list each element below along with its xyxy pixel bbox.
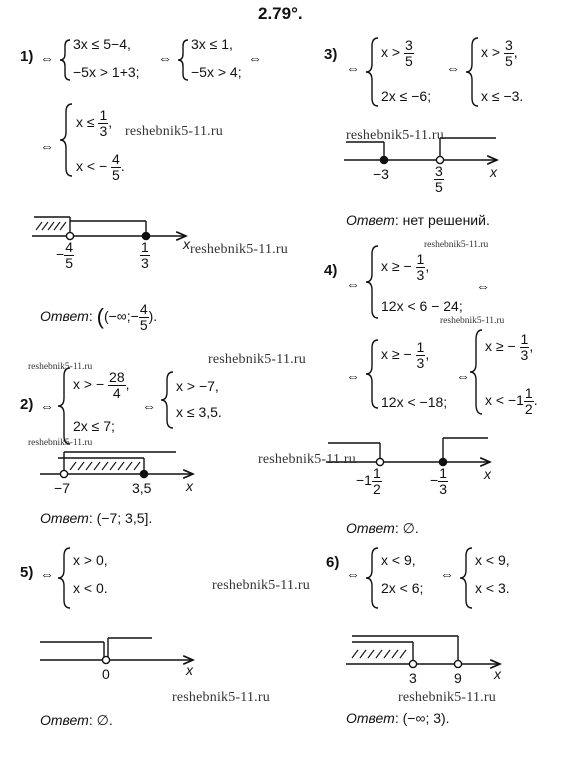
tick-label xyxy=(140,240,150,270)
row-text: x < −1 xyxy=(485,391,524,408)
brace xyxy=(178,40,188,80)
brace xyxy=(366,38,378,106)
minus-sign: − xyxy=(56,245,65,262)
denominator: 2 xyxy=(372,480,381,497)
answer xyxy=(40,712,113,729)
system-row: x < 9, xyxy=(475,552,510,568)
denominator: 3 xyxy=(99,122,108,139)
fraction xyxy=(520,332,530,362)
brace xyxy=(58,368,70,444)
brace xyxy=(366,340,378,408)
iff-symbol: ⇔ xyxy=(158,50,172,66)
tick-label xyxy=(430,466,448,496)
row-text: x ≤ xyxy=(76,113,95,130)
brace xyxy=(466,38,478,106)
brace xyxy=(60,104,72,176)
fraction xyxy=(111,152,121,182)
numerator: 1 xyxy=(141,239,149,255)
answer-label: Ответ xyxy=(40,307,89,324)
answer-text: : нет решений. xyxy=(394,212,490,228)
fraction xyxy=(434,164,444,194)
watermark: reshebnik5-11.ru xyxy=(208,352,306,367)
iff-symbol: ⇔ xyxy=(40,138,54,154)
answer-text: ). xyxy=(148,307,158,324)
row-text: x > xyxy=(481,43,501,60)
numerator: 1 xyxy=(439,465,447,481)
denominator: 5 xyxy=(112,166,120,183)
answer xyxy=(346,710,450,726)
tick-text: −1 xyxy=(356,471,372,488)
tick-label: 9 xyxy=(454,670,462,686)
axis-label: x xyxy=(494,666,501,682)
brace xyxy=(470,330,482,414)
fraction xyxy=(372,466,382,496)
answer-text: : ∅. xyxy=(88,712,113,728)
numerator: 1 xyxy=(99,107,108,123)
problem-number: 4) xyxy=(324,262,338,279)
problem-number: 5) xyxy=(20,564,34,581)
fraction xyxy=(416,340,426,370)
watermark: reshebnik5-11.ru xyxy=(212,578,310,593)
axis-label: x xyxy=(490,164,497,180)
iff-symbol: ⇔ xyxy=(346,566,360,582)
denominator: 2 xyxy=(524,400,533,417)
denominator: 5 xyxy=(139,316,148,333)
fraction xyxy=(139,302,149,332)
system-row: −5x > 4; xyxy=(191,64,242,80)
system-row: x > $\frac{3}{5}$ , xyxy=(481,37,518,69)
numerator: 28 xyxy=(109,369,125,385)
closed-point xyxy=(140,470,147,477)
open-point xyxy=(60,470,67,477)
system-row: x ≥ − $\frac{1}{3}$ , xyxy=(381,339,430,371)
numerator: 1 xyxy=(416,251,425,267)
open-point xyxy=(102,656,109,663)
tick-label: 3 xyxy=(409,670,417,686)
problem-number: 1) xyxy=(20,48,34,65)
open-point xyxy=(454,660,461,667)
open-point xyxy=(409,660,416,667)
system-row: 2x ≤ −6; xyxy=(381,88,432,104)
watermark: reshebnik5-11.ru xyxy=(125,124,223,139)
system-row: x > − $\frac{28}{4}$ , xyxy=(73,369,130,401)
system-row: x ≥ − $\frac{1}{3}$ , xyxy=(381,251,430,283)
answer-text: (−∞;− xyxy=(103,307,139,324)
numerator: 4 xyxy=(65,239,73,255)
axis-label: x xyxy=(183,236,190,252)
closed-point xyxy=(380,156,387,163)
denominator: 4 xyxy=(112,384,121,401)
system-row: 2x < 6; xyxy=(381,580,424,596)
denominator: 3 xyxy=(416,354,425,371)
denominator: 5 xyxy=(404,52,413,69)
fraction xyxy=(504,38,514,68)
fraction xyxy=(438,466,448,496)
brace xyxy=(58,548,70,608)
denominator: 3 xyxy=(416,266,425,283)
row-text: x > − xyxy=(73,375,105,392)
numerator: 1 xyxy=(524,385,533,401)
system-row xyxy=(381,38,414,68)
answer-label: Ответ xyxy=(346,710,395,726)
problem-number: 6) xyxy=(326,554,340,571)
watermark: reshebnik5-11.ru xyxy=(440,316,505,326)
numerator: 3 xyxy=(435,163,443,179)
denominator: 5 xyxy=(504,52,513,69)
iff-symbol: ⇔ xyxy=(40,566,54,582)
numerator: 3 xyxy=(504,37,513,53)
answer: Ответ: ((−∞;− $\frac{4}{5}$ ). xyxy=(40,301,158,333)
answer xyxy=(346,520,419,537)
brace xyxy=(460,548,472,608)
answer-label: Ответ xyxy=(40,712,89,728)
iff-symbol: ⇔ xyxy=(346,368,360,384)
iff-symbol: ⇔ xyxy=(142,398,156,414)
hatching xyxy=(70,462,140,470)
watermark: reshebnik5-11.ru xyxy=(424,240,489,250)
row-text: x ≥ − xyxy=(381,257,412,274)
tick-label: 0 xyxy=(102,666,110,682)
numerator: 1 xyxy=(416,339,425,355)
fraction xyxy=(108,370,126,400)
iff-symbol: ⇔ xyxy=(446,60,460,76)
denominator: 5 xyxy=(435,178,443,195)
system-row: x ≤ −3. xyxy=(481,88,524,104)
row-text: x ≥ − xyxy=(381,345,412,362)
iff-symbol: ⇔ xyxy=(346,60,360,76)
answer-text: : (−∞; 3). xyxy=(394,710,450,726)
problem-number: 2) xyxy=(20,396,34,413)
system-row: x ≤ 3,5. xyxy=(176,404,222,420)
numerator: 1 xyxy=(520,331,529,347)
system-row: x > −7, xyxy=(176,378,219,394)
fraction xyxy=(524,386,534,416)
iff-symbol: ⇔ xyxy=(456,368,470,384)
system-row: −5x > 1+3; xyxy=(73,64,140,80)
row-text: x ≥ − xyxy=(485,337,516,354)
hatching xyxy=(352,650,406,658)
tick-label: −7 xyxy=(54,480,70,496)
brace xyxy=(161,372,173,428)
denominator: 3 xyxy=(520,346,529,363)
tick-label xyxy=(356,466,382,496)
system-row: 3x ≤ 1, xyxy=(191,36,233,52)
problem-number: 3) xyxy=(324,46,338,63)
row-text: x < − xyxy=(76,157,108,174)
fraction xyxy=(416,252,426,282)
answer-label: Ответ xyxy=(40,510,89,526)
fraction xyxy=(98,108,108,138)
answer-label: Ответ xyxy=(346,212,395,228)
hatching xyxy=(36,222,66,230)
denominator: 5 xyxy=(65,254,73,271)
brace xyxy=(60,40,70,80)
numerator: 1 xyxy=(372,465,381,481)
denominator: 3 xyxy=(141,254,149,271)
system-row: x ≤ $\frac{1}{3}$ , xyxy=(76,107,113,139)
watermark: reshebnik5-11.ru xyxy=(398,690,496,705)
axis-label: x xyxy=(186,478,193,494)
watermark: reshebnik5-11.ru xyxy=(28,438,93,448)
iff-symbol: ⇔ xyxy=(440,566,454,582)
answer-text: : (−7; 3,5]. xyxy=(88,510,153,526)
denominator: 3 xyxy=(439,480,447,497)
fraction xyxy=(64,240,74,270)
system-row: 2x ≤ 7; xyxy=(73,418,115,434)
axis-label: x xyxy=(484,466,491,482)
tick-text: − xyxy=(430,471,439,488)
answer-text: : ∅. xyxy=(394,520,419,536)
system-row: x > 0, xyxy=(73,552,108,568)
iff-symbol: ⇔ xyxy=(40,50,54,66)
numerator: 3 xyxy=(404,37,413,53)
iff-symbol: ⇔ xyxy=(40,398,54,414)
numerator: 4 xyxy=(139,301,148,317)
system-row: x ≥ − $\frac{1}{3}$ , xyxy=(485,331,534,363)
numerator: 4 xyxy=(112,151,120,167)
answer xyxy=(40,510,152,526)
system-row: x < 9, xyxy=(381,552,416,568)
watermark: reshebnik5-11.ru xyxy=(190,242,288,257)
page-title: 2.79°. xyxy=(258,4,303,23)
tick-label xyxy=(434,164,444,194)
system-row: x < 3. xyxy=(475,580,510,596)
tick-label: −3 xyxy=(373,166,389,182)
system-row: x < 0. xyxy=(73,580,108,596)
row-text: x > xyxy=(381,43,401,60)
iff-symbol: ⇔ xyxy=(248,50,262,66)
system-row: x < − $\frac{4}{5}$ . xyxy=(76,151,125,183)
axis-label: x xyxy=(186,662,193,678)
iff-symbol: ⇔ xyxy=(476,278,490,294)
system-row: 12x < −18; xyxy=(381,394,448,410)
fraction xyxy=(140,240,150,270)
watermark: reshebnik5-11.ru xyxy=(346,128,444,143)
brace xyxy=(366,246,378,318)
system-row: x < −1 $\frac{1}{2}$ . xyxy=(485,385,538,417)
tick-label xyxy=(56,240,74,270)
watermark: reshebnik5-11.ru xyxy=(28,362,93,372)
watermark: reshebnik5-11.ru xyxy=(258,452,356,467)
iff-symbol: ⇔ xyxy=(346,276,360,292)
system-row: 3x ≤ 5−4, xyxy=(73,36,131,52)
fraction xyxy=(404,38,414,68)
tick-label: 3,5 xyxy=(132,480,152,496)
system-row: 12x < 6 − 24; xyxy=(381,298,463,314)
answer xyxy=(346,212,490,228)
answer-label: Ответ xyxy=(346,520,395,536)
brace xyxy=(366,548,378,608)
watermark: reshebnik5-11.ru xyxy=(172,690,270,705)
